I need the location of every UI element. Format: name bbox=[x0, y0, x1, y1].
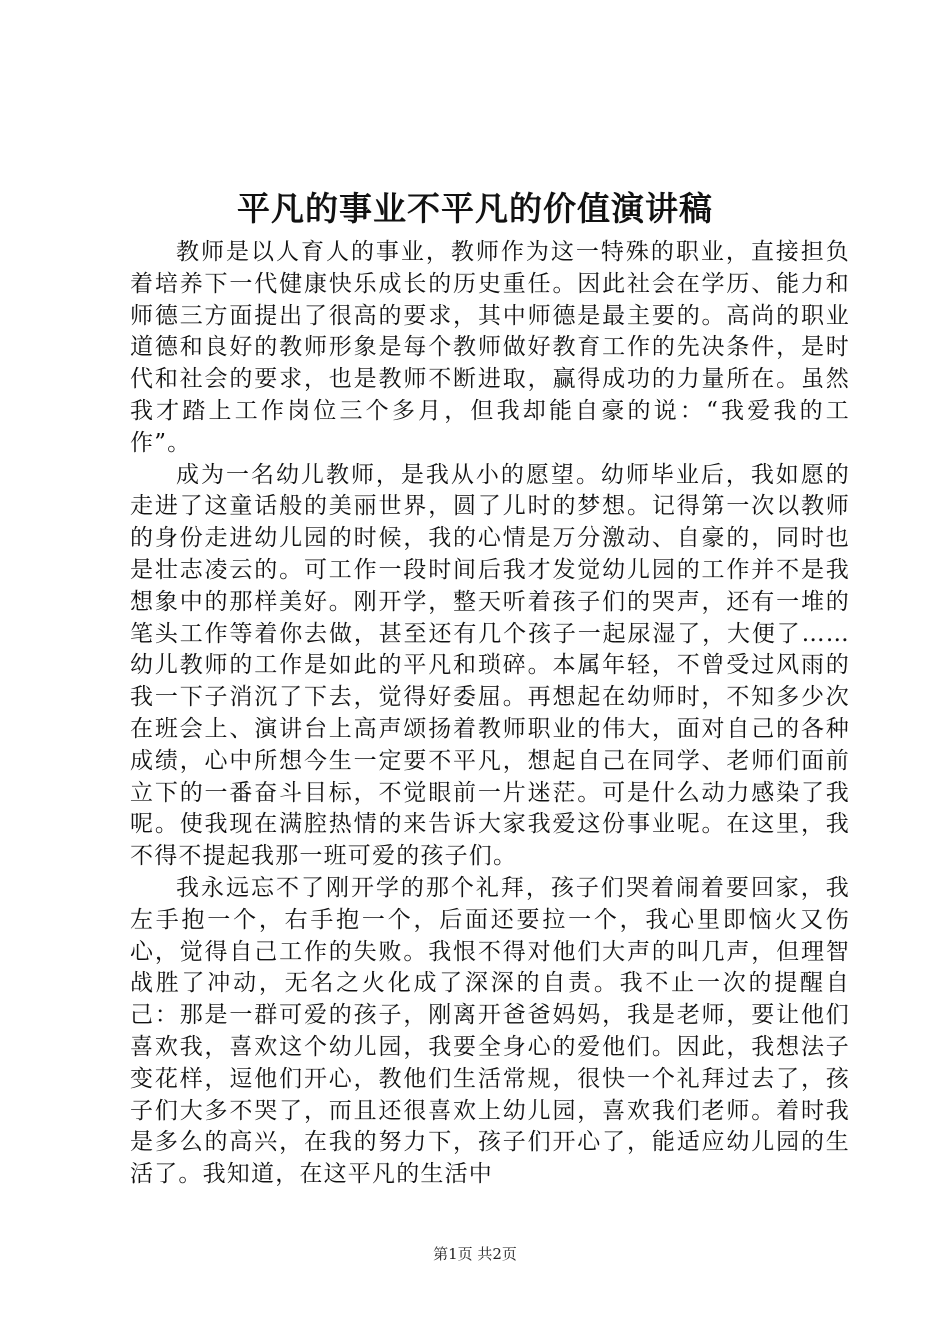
document-body bbox=[130, 237, 850, 1191]
paragraph-2: 成为一名幼儿教师，是我从小的愿望。幼师毕业后，我如愿的走进了这童话般的美丽世界，圆了儿时的梦想。记得第一次以教师的身份走进幼儿园的时候，我的心情是万分激动、自豪的，同时也是壮志凌云的。可工作一段时间后我才发觉幼儿园的工作并不是我想象中的那样美好。刚开学，整天听着孩子们的哭声，还有一堆的笔头工作等着你去做，甚至还有几个孩子一起尿湿了，大便了……幼儿教师的工作是如此的平凡和琐碎。本属年轻，不曾受过风雨的我一下子消沉了下去，觉得好委屈。再想起在幼师时，不知多少次在班会上、演讲台上高声颂扬着教师职业的伟大，面对自己的各种成绩，心中所想今生一定要不平凡，想起自己在同学、老师们面前立下的一番奋斗目标，不觉眼前一片迷茫。可是什么动力感染了我呢。使我现在满腔热情的来告诉大家我爱这份事业呢。在这里，我不得不提起我那一班可爱的孩子们。 bbox=[130, 461, 850, 870]
paragraph-3: 我永远忘不了刚开学的那个礼拜，孩子们哭着闹着要回家，我左手抱一个，右手抱一个，后面还要拉一个，我心里即恼火又伤心，觉得自己工作的失败。我恨不得对他们大声的叫几声，但理智战胜了冲动，无名之火化成了深深的自责。我不止一次的提醒自己：那是一群可爱的孩子，刚离开爸爸妈妈，我是老师，要让他们喜欢我，喜欢这个幼儿园，我要全身心的爱他们。因此，我想法子变花样，逗他们开心，教他们生活常规，很快一个礼拜过去了，孩子们大多不哭了，而且还很喜欢上幼儿园，喜欢我们老师。着时我是多么的高兴，在我的努力下，孩子们开心了，能适应幼儿园的生活了。我知道，在这平凡的生活中 bbox=[130, 874, 850, 1188]
document-title: 平凡的事业不平凡的价值演讲稿 bbox=[237, 189, 713, 228]
paragraph-1: 教师是以人育人的事业，教师作为这一特殊的职业，直接担负着培养下一代健康快乐成长的历史重任。因此社会在学历、能力和师德三方面提出了很高的要求，其中师德是最主要的。高尚的职业道德和良好的教师形象是每个教师做好教育工作的先决条件，是时代和社会的要求，也是教师不断进取，赢得成功的力量所在。虽然我才踏上工作岗位三个多月，但我却能自豪的说：“我爱我的工作”。 bbox=[130, 239, 850, 456]
page-footer: 第1页 共2页 bbox=[433, 1245, 517, 1263]
